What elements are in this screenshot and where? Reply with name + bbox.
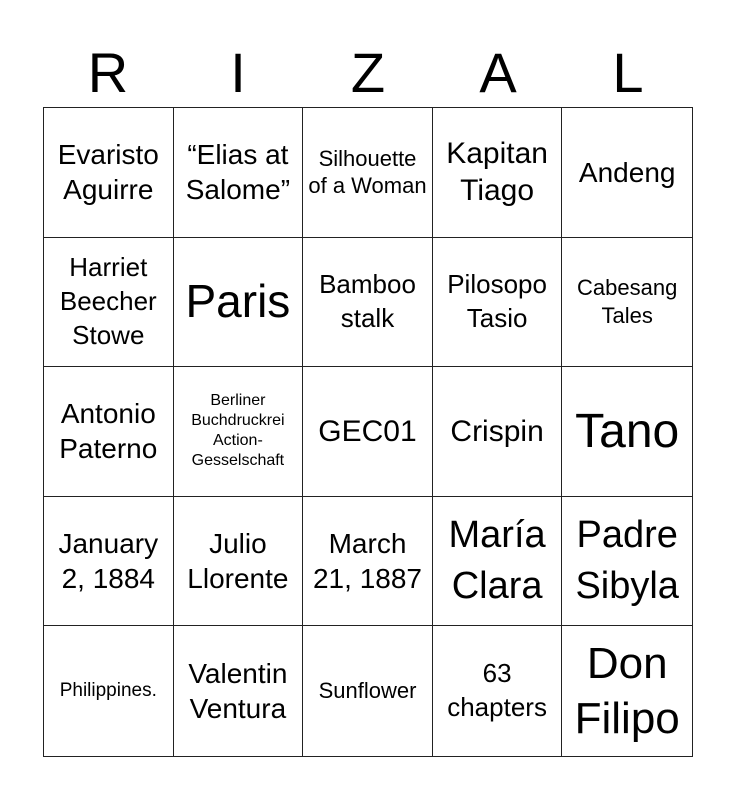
bingo-header bbox=[43, 40, 693, 106]
cell-text: Cabesang Tales bbox=[577, 275, 678, 328]
bingo-board bbox=[43, 107, 693, 757]
cell-text: Don Filipo bbox=[574, 639, 680, 744]
bingo-cell[interactable] bbox=[303, 497, 433, 627]
bingo-cell[interactable] bbox=[562, 108, 692, 238]
bingo-cell[interactable] bbox=[562, 497, 692, 627]
bingo-cell[interactable] bbox=[174, 108, 304, 238]
cell-text: Valentin Ventura bbox=[188, 658, 288, 725]
cell-text: Antonio Paterno bbox=[59, 398, 158, 465]
bingo-cell[interactable] bbox=[174, 367, 304, 497]
cell-text: Andeng bbox=[578, 156, 676, 188]
cell-text: Berliner Buchdruckrei Action-Gesselschaft bbox=[191, 392, 285, 470]
bingo-cell[interactable] bbox=[562, 238, 692, 368]
cell-text: GEC01 bbox=[318, 414, 417, 448]
bingo-cell[interactable] bbox=[174, 238, 304, 368]
cell-text: March 21, 1887 bbox=[312, 528, 422, 595]
bingo-cell[interactable] bbox=[433, 108, 563, 238]
header-letter-i: I bbox=[230, 41, 246, 104]
cell-text: Tano bbox=[575, 404, 680, 458]
cell-text: 63 chapters bbox=[447, 658, 547, 723]
bingo-cell[interactable] bbox=[433, 238, 563, 368]
bingo-cell[interactable] bbox=[433, 626, 563, 756]
header-letter-r: R bbox=[87, 41, 129, 104]
bingo-cell[interactable] bbox=[44, 626, 174, 756]
cell-text: Evaristo Aguirre bbox=[57, 139, 159, 206]
cell-text: Julio Llorente bbox=[187, 528, 289, 595]
bingo-cell[interactable] bbox=[174, 497, 304, 627]
cell-text: Bamboo stalk bbox=[319, 269, 416, 333]
cell-text: Philippines. bbox=[59, 680, 157, 702]
cell-text: “Elias at Salome” bbox=[185, 139, 291, 206]
bingo-cell[interactable] bbox=[303, 367, 433, 497]
bingo-cell[interactable] bbox=[562, 367, 692, 497]
cell-text: Padre Sibyla bbox=[575, 513, 679, 608]
header-letter-z: Z bbox=[350, 41, 386, 104]
header-letter-l: L bbox=[612, 41, 644, 104]
cell-text: Harriet Beecher Stowe bbox=[59, 252, 157, 350]
cell-text: María Clara bbox=[448, 513, 546, 608]
cell-text: Crispin bbox=[450, 414, 544, 448]
bingo-cell[interactable] bbox=[174, 626, 304, 756]
cell-text: Sunflower bbox=[318, 678, 417, 704]
bingo-cell[interactable] bbox=[303, 108, 433, 238]
bingo-cell[interactable] bbox=[44, 367, 174, 497]
bingo-cell[interactable] bbox=[44, 108, 174, 238]
cell-text: Kapitan Tiago bbox=[446, 136, 548, 208]
bingo-cell[interactable] bbox=[303, 626, 433, 756]
cell-text: Silhouette of a Woman bbox=[308, 145, 427, 199]
bingo-cell[interactable] bbox=[44, 497, 174, 627]
bingo-cell[interactable] bbox=[433, 497, 563, 627]
cell-text: Pilosopo Tasio bbox=[447, 269, 547, 333]
cell-text: Paris bbox=[185, 275, 291, 328]
header-letter-a: A bbox=[479, 41, 517, 104]
cell-text: January 2, 1884 bbox=[58, 528, 159, 595]
bingo-cell[interactable] bbox=[303, 238, 433, 368]
bingo-cell[interactable] bbox=[562, 626, 692, 756]
bingo-cell[interactable] bbox=[44, 238, 174, 368]
bingo-cell[interactable] bbox=[433, 367, 563, 497]
